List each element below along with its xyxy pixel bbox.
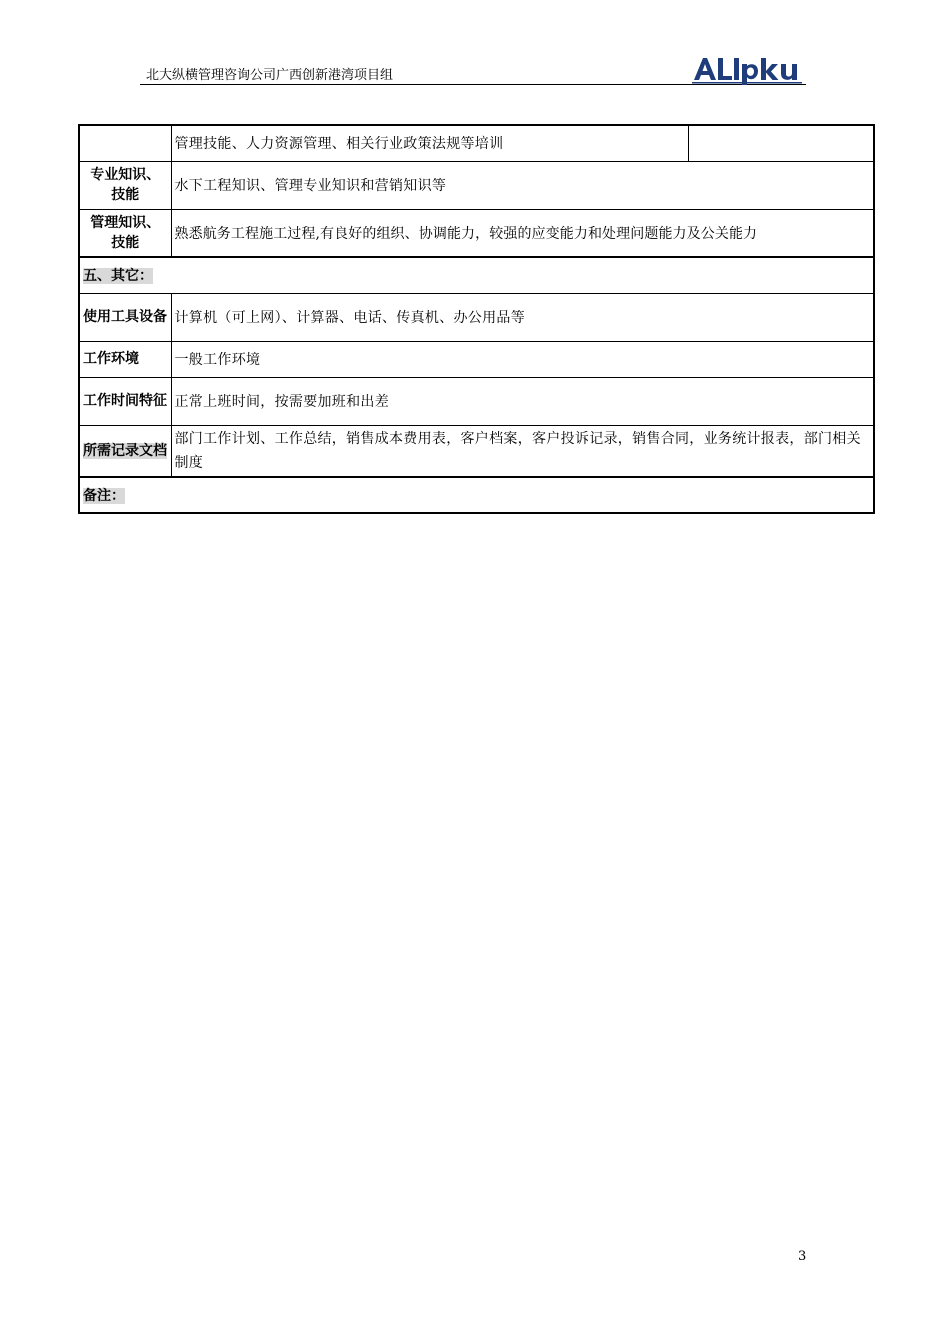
table-row bbox=[79, 377, 874, 425]
table-row bbox=[79, 293, 874, 341]
management-knowledge-label: 管理知识、 技能 bbox=[79, 209, 171, 257]
table-row bbox=[79, 161, 874, 209]
management-knowledge-value: 熟悉航务工程施工过程,有良好的组织、协调能力，较强的应变能力和处理问题能力及公关能力 bbox=[171, 209, 874, 257]
table-row bbox=[79, 425, 874, 477]
work-time-value: 正常上班时间，按需要加班和出差 bbox=[171, 377, 874, 425]
documents-label: 所需记录文档 bbox=[79, 425, 171, 477]
empty-label-cell bbox=[79, 125, 171, 161]
header-company: 北大纵横管理咨询公司广西创新港湾项目组 bbox=[146, 68, 394, 83]
remarks-label: 备注： bbox=[79, 477, 874, 513]
job-description-table bbox=[78, 124, 875, 514]
environment-label: 工作环境 bbox=[79, 341, 171, 377]
allpku-logo bbox=[692, 54, 808, 86]
professional-knowledge-label: 专业知识、 技能 bbox=[79, 161, 171, 209]
documents-value: 部门工作计划、工作总结，销售成本费用表，客户档案，客户投诉记录，销售合同，业务统计报表，部门相关制度 bbox=[171, 425, 874, 477]
empty-right-cell bbox=[688, 125, 874, 161]
section-five-title: 五、其它： bbox=[79, 257, 874, 293]
table-row bbox=[79, 209, 874, 257]
work-time-label: 工作时间特征 bbox=[79, 377, 171, 425]
tools-label: 使用工具设备 bbox=[79, 293, 171, 341]
table-row bbox=[79, 257, 874, 293]
table-row bbox=[79, 341, 874, 377]
environment-value: 一般工作环境 bbox=[171, 341, 874, 377]
training-value: 管理技能、人力资源管理、相关行业政策法规等培训 bbox=[171, 125, 688, 161]
page-number: 3 bbox=[798, 1249, 807, 1264]
tools-value: 计算机（可上网）、计算器、电话、传真机、办公用品等 bbox=[171, 293, 874, 341]
professional-knowledge-value: 水下工程知识、管理专业知识和营销知识等 bbox=[171, 161, 874, 209]
table-row bbox=[79, 125, 874, 161]
table-row bbox=[79, 477, 874, 513]
